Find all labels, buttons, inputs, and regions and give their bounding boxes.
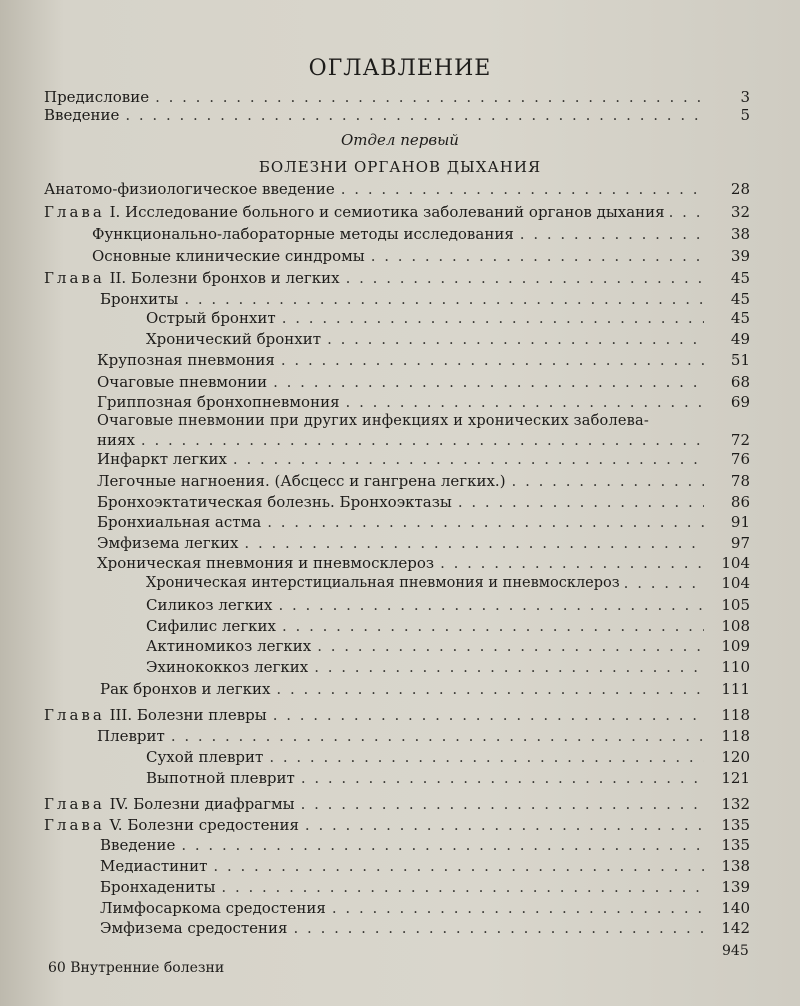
toc-page: 104 (721, 574, 750, 592)
toc-page: 140 (721, 899, 750, 917)
toc-page: 28 (730, 180, 750, 198)
toc-label: Эмфизема легких (97, 534, 239, 552)
toc-label: Бронхиальная астма (97, 513, 262, 531)
toc-entry (97, 450, 750, 469)
leader-dots (244, 534, 704, 553)
leader-dots (273, 373, 704, 392)
leader-dots (171, 727, 704, 746)
toc-page: 51 (730, 351, 750, 369)
toc-label (44, 269, 340, 288)
toc-entry (97, 431, 750, 450)
leader-dots (624, 574, 706, 593)
toc-chapter (44, 795, 750, 814)
toc-page: 121 (721, 769, 750, 787)
toc-page: 138 (721, 857, 750, 875)
toc-page: 45 (730, 309, 750, 327)
leader-dots (141, 431, 704, 450)
leader-dots (282, 309, 704, 328)
toc-page: 111 (721, 680, 750, 698)
leader-dots (181, 836, 704, 855)
toc-label: Хроническая пневмония и пневмосклероз (97, 554, 435, 572)
toc-label: Бронхадениты (100, 878, 216, 896)
toc-page: 45 (730, 269, 750, 287)
toc-entry (146, 574, 750, 593)
toc-label: Инфаркт легких (97, 450, 227, 468)
leader-dots (314, 658, 704, 677)
chapter-title: I. Исследование больного и семиотика заболеваний органов дыхания (109, 203, 665, 221)
toc-page: 109 (721, 637, 750, 655)
toc-page: 142 (721, 919, 750, 937)
leader-dots (346, 269, 704, 288)
toc-label: Эхинококкоз легких (146, 658, 309, 676)
toc-entry (92, 247, 750, 266)
toc-label: Рак бронхов и легких (100, 680, 271, 698)
leader-dots (221, 878, 704, 897)
chapter-word: Глава (44, 816, 105, 834)
toc-chapter (44, 269, 750, 288)
toc-label: Предисловие (44, 88, 150, 106)
toc-label: Функционально-лабораторные методы исследования (92, 225, 514, 243)
leader-dots (276, 680, 704, 699)
toc-entry (146, 330, 750, 349)
toc-entry-first-line: Очаговые пневмонии при других инфекциях и хронических заболева- (97, 413, 649, 429)
toc-label (44, 795, 295, 814)
toc-label: Эмфизема средостения (100, 919, 288, 937)
toc-entry (100, 878, 750, 897)
leader-dots (669, 203, 706, 222)
toc-label: Плеврит (97, 727, 165, 745)
toc-label: Бронхоэктатическая болезнь. Бронхоэктазы (97, 493, 452, 511)
toc-page: 118 (721, 727, 750, 745)
leader-dots (520, 225, 704, 244)
toc-entry (97, 351, 750, 370)
leader-dots (155, 88, 704, 107)
toc-page: 110 (721, 658, 750, 676)
toc-page: 139 (721, 878, 750, 896)
leader-dots (332, 899, 704, 918)
toc-label: Легочные нагноения. (Абсцесс и гангрена легких.) (97, 472, 506, 490)
chapter-word: Глава (44, 706, 105, 724)
toc-entry (97, 493, 750, 512)
toc-label: Силикоз легких (146, 596, 273, 614)
leader-dots (458, 493, 704, 512)
page-number: 945 (722, 943, 749, 959)
chapter-title: V. Болезни средостения (109, 816, 299, 834)
toc-page: 108 (721, 617, 750, 635)
toc-label: Очаговые пневмонии (97, 373, 268, 391)
toc-label: Гриппозная бронхопневмония (97, 393, 340, 411)
toc-entry (146, 658, 750, 677)
toc-label (44, 203, 665, 222)
toc-entry (92, 225, 750, 244)
chapter-word: Глава (44, 203, 105, 221)
toc-page: 72 (730, 431, 750, 449)
leader-dots (371, 247, 704, 266)
toc-entry (100, 899, 750, 918)
leader-dots (282, 617, 704, 636)
toc-entry (97, 393, 750, 412)
toc-label: Выпотной плеврит (146, 769, 295, 787)
toc-label: Сухой плеврит (146, 748, 264, 766)
leader-dots (125, 106, 704, 125)
leader-dots (305, 816, 704, 835)
toc-page: 32 (730, 203, 750, 221)
toc-chapter (44, 816, 750, 835)
toc-label: Хронический бронхит (146, 330, 322, 348)
leader-dots (346, 393, 704, 412)
toc-label: ниях (97, 431, 135, 449)
leader-dots (301, 795, 704, 814)
toc-chapter (44, 203, 750, 222)
chapter-title: IV. Болезни диафрагмы (109, 795, 295, 813)
toc-label (44, 816, 299, 835)
toc-entry (97, 373, 750, 392)
toc-page: 135 (721, 836, 750, 854)
section-name: Отдел первый (341, 131, 459, 149)
leader-dots (184, 290, 704, 309)
toc-entry (146, 769, 750, 788)
toc-label: Анатомо-физиологическое введение (44, 180, 335, 198)
toc-page: 68 (730, 373, 750, 391)
leader-dots (341, 180, 704, 199)
toc-page: 45 (730, 290, 750, 308)
toc-page: 104 (721, 554, 750, 572)
chapter-word: Глава (44, 795, 105, 813)
toc-page: 38 (730, 225, 750, 243)
leader-dots (301, 769, 704, 788)
toc-entry (146, 596, 750, 615)
toc-entry (97, 534, 750, 553)
toc-entry (146, 637, 750, 656)
toc-label: Крупозная пневмония (97, 351, 275, 369)
toc-page: 91 (730, 513, 750, 531)
leader-dots (273, 706, 704, 725)
toc-entry (97, 513, 750, 532)
leader-dots (267, 513, 704, 532)
toc-page: 3 (740, 88, 750, 106)
toc-page: 120 (721, 748, 750, 766)
toc-page: 97 (730, 534, 750, 552)
toc-label: Сифилис легких (146, 617, 277, 635)
toc-entry (100, 290, 750, 309)
section-subtitle: БОЛЕЗНИ ОРГАНОВ ДЫХАНИЯ (258, 158, 542, 176)
leader-dots (269, 748, 704, 767)
toc-page: 5 (740, 106, 750, 124)
leader-dots (233, 450, 704, 469)
signature-mark: 60 Внутренние болезни (48, 960, 225, 976)
toc-label: Актиномикоз легких (146, 637, 312, 655)
leader-dots (278, 596, 704, 615)
toc-entry (100, 919, 750, 938)
toc-label: Острый бронхит (146, 309, 276, 327)
toc-page: 135 (721, 816, 750, 834)
toc-page: 69 (730, 393, 750, 411)
toc-entry (97, 554, 750, 573)
toc-entry (100, 680, 750, 699)
toc-label: Хроническая интерстициальная пневмония и пневмосклероз (146, 575, 620, 591)
chapter-word: Глава (44, 269, 105, 287)
toc-entry (100, 857, 750, 876)
leader-dots (281, 351, 704, 370)
toc-page: 78 (730, 472, 750, 490)
leader-dots (294, 919, 705, 938)
toc-entry-intro (44, 106, 750, 125)
toc-entry (44, 180, 750, 199)
toc-label: Лимфосаркома средостения (100, 899, 326, 917)
toc-entry (146, 617, 750, 636)
leader-dots (512, 472, 704, 491)
toc-page: 86 (730, 493, 750, 511)
chapter-title: II. Болезни бронхов и легких (109, 269, 340, 287)
leader-dots (440, 554, 704, 573)
toc-label: Медиастинит (100, 857, 208, 875)
leader-dots (327, 330, 704, 349)
toc-entry (97, 727, 750, 746)
toc-entry-preface (44, 88, 750, 107)
toc-label: Основные клинические синдромы (92, 247, 365, 265)
toc-entry (97, 472, 750, 491)
toc-entry (100, 836, 750, 855)
toc-page: 39 (730, 247, 750, 265)
toc-page: 132 (721, 795, 750, 813)
chapter-title: III. Болезни плевры (109, 706, 267, 724)
toc-page: 76 (730, 450, 750, 468)
toc-label: Бронхиты (100, 290, 179, 308)
leader-dots (317, 637, 704, 656)
toc-page: 105 (721, 596, 750, 614)
toc-label (44, 706, 267, 725)
toc-page: 118 (721, 706, 750, 724)
leader-dots (213, 857, 704, 876)
toc-label: Введение (100, 836, 176, 854)
toc-chapter (44, 706, 750, 725)
toc-entry (146, 748, 750, 767)
toc-page: 49 (730, 330, 750, 348)
page-title: ОГЛАВЛЕНИЕ (308, 56, 492, 81)
toc-label: Введение (44, 106, 120, 124)
toc-entry (146, 309, 750, 328)
